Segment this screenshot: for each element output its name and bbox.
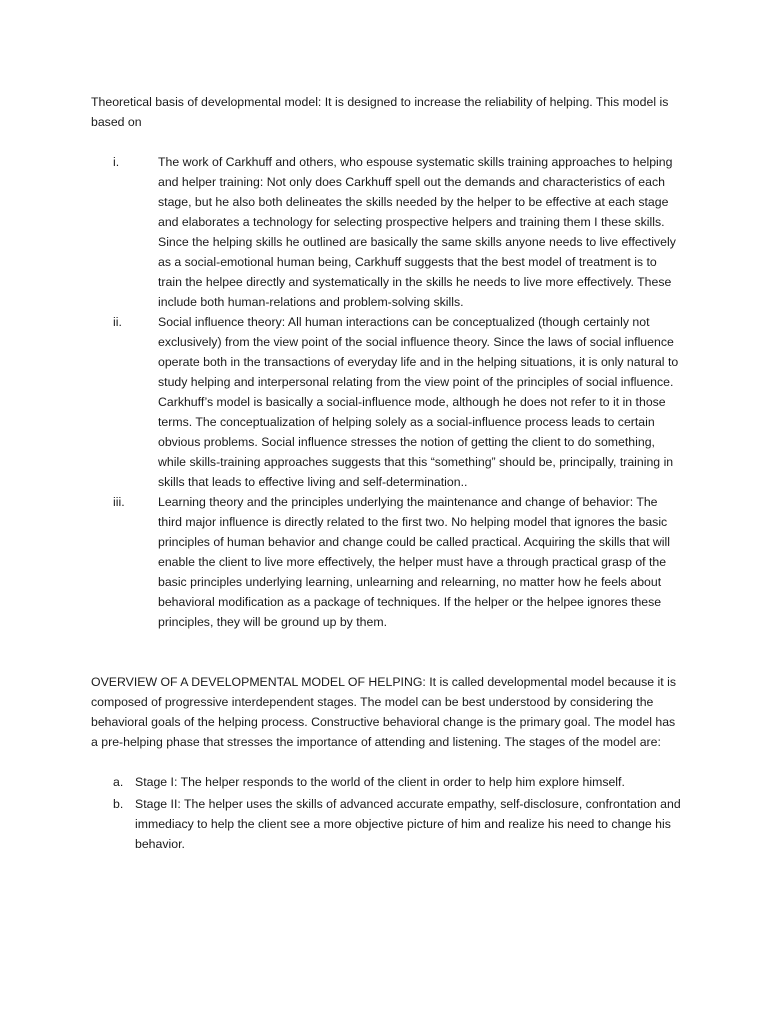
list-marker: b. <box>113 797 124 811</box>
list-item <box>91 312 681 492</box>
list-item <box>91 152 681 312</box>
overview-paragraph: OVERVIEW OF A DEVELOPMENTAL MODEL OF HELPING: It is called developmental model because it is composed of progressive interdependent stages. The model can be best understood by considering the behavioral goals of the helping process. Constructive behavioral change is the primary goal. The model has a pre-helping phase that stresses the importance of attending and listening. The stages of the model are: <box>91 675 676 749</box>
list-item <box>91 794 681 854</box>
list-item-text: Learning theory and the principles underlying the maintenance and change of behavior: The third major influence is directly related to the first two. No helping model that ignores the basic principles of human behavior and change could be called practical. Acquiring the skills that will enable the client to live more effectively, the helper must have a through practical grasp of the basic principles underlying learning, unlearning and relearning, no matter how he feels about behavioral modification as a package of techniques. If the helper or the helpee ignores these principles, they will be ground up by them. <box>158 495 670 629</box>
list-marker: a. <box>113 775 124 789</box>
list-item-text: Stage I: The helper responds to the world of the client in order to help him explore himself. <box>135 775 625 789</box>
document-page <box>91 92 681 856</box>
stages-list <box>91 772 681 854</box>
theoretical-bases-list <box>91 152 681 632</box>
list-marker: i. <box>113 155 120 169</box>
list-item <box>91 492 681 632</box>
list-item <box>91 772 681 792</box>
list-item-text: The work of Carkhuff and others, who espouse systematic skills training approaches to helping and helper training: Not only does Carkhuff spell out the demands and characteristics of each stage, but he also both delineates the skills needed by the helper to be effective at each stage and elaborates a technology for selecting prospective helpers and training them I these skills. Since the helping skills he outlined are basically the same skills anyone needs to live effectively as a social-emotional human being, Carkhuff suggests that the best model of treatment is to train the helpee directly and systematically in the skills he needs to live more effectively. These include both human-relations and problem-solving skills. <box>158 155 676 309</box>
list-marker: iii. <box>113 495 125 509</box>
section-spacer <box>91 632 681 672</box>
list-item-text: Social influence theory: All human interactions can be conceptualized (though certainly not exclusively) from the view point of the social influence theory. Since the laws of social influence operate both in the transactions of everyday life and in the helping situations, it is only natural to study helping and interpersonal relating from the view point of the principles of social influence. Carkhuff’s model is basically a social-influence mode, although he does not refer to it in those terms. The conceptualization of helping solely as a social-influence process leads to certain obvious problems. Social influence stresses the notion of getting the client to do something, while skills-training approaches suggests that this “something” should be, principally, training in skills that leads to effective living and self-determination.. <box>158 315 679 489</box>
list-item-text: Stage II: The helper uses the skills of advanced accurate empathy, self-disclosure, confrontation and immediacy to help the client see a more objective picture of him and realize his need to change his behavior. <box>135 797 681 851</box>
list-marker: ii. <box>113 315 122 329</box>
intro-paragraph: Theoretical basis of developmental model: It is designed to increase the reliability of helping. This model is based on <box>91 95 669 129</box>
